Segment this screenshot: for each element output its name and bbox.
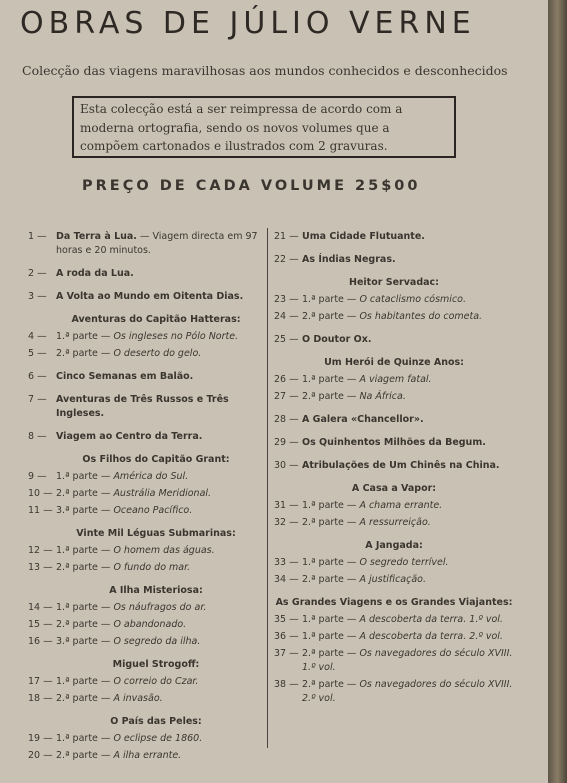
part-label: 1.ª parte — bbox=[56, 676, 114, 687]
series-heading: A Casa a Vapor: bbox=[351, 483, 437, 494]
list-item bbox=[274, 436, 514, 450]
book-title: Da Terra à Lua. bbox=[56, 231, 137, 242]
part-label: 2.ª parte — bbox=[56, 488, 114, 499]
volume-number: 9 — bbox=[28, 471, 47, 482]
volume-number: 26 — bbox=[274, 374, 299, 385]
part-title: A ressurreição. bbox=[359, 517, 431, 528]
book-title: Uma Cidade Flutuante. bbox=[302, 231, 425, 242]
list-item bbox=[28, 370, 264, 384]
volume-number: 38 — bbox=[274, 679, 299, 690]
list-item bbox=[28, 430, 264, 444]
part-title: Na África. bbox=[359, 391, 406, 402]
list-item bbox=[28, 504, 264, 518]
list-item bbox=[28, 470, 264, 484]
book-title: Aventuras de Três Russos e Três Ingleses. bbox=[56, 394, 229, 419]
list-item bbox=[28, 230, 264, 258]
volume-number: 3 — bbox=[28, 291, 47, 302]
volume-number: 21 — bbox=[274, 231, 299, 242]
book-description: — Viagem directa em 97 horas e 20 minutos. bbox=[56, 231, 258, 256]
series-heading: A Jangada: bbox=[365, 540, 423, 551]
series-heading: Heitor Servadac: bbox=[349, 277, 439, 288]
part-label: 1.ª parte — bbox=[56, 602, 114, 613]
part-label: 1.ª parte — bbox=[302, 614, 360, 625]
part-label: 2.ª parte — bbox=[302, 311, 360, 322]
part-label: 2.ª parte — bbox=[56, 562, 114, 573]
part-label: 1.ª parte — bbox=[56, 545, 114, 556]
volume-number: 1 — bbox=[28, 231, 47, 242]
list-item bbox=[28, 487, 264, 501]
volume-number: 18 — bbox=[28, 693, 53, 704]
part-label: 2.ª parte — bbox=[302, 679, 360, 690]
volume-number: 6 — bbox=[28, 371, 47, 382]
part-title: O deserto do gelo. bbox=[113, 348, 202, 359]
volume-number: 16 — bbox=[28, 636, 53, 647]
series-heading: A Ilha Misteriosa: bbox=[109, 585, 203, 596]
volume-number: 36 — bbox=[274, 631, 299, 642]
part-title: Os habitantes do cometa. bbox=[359, 311, 483, 322]
part-label: 2.ª parte — bbox=[302, 648, 360, 659]
part-label: 2.ª parte — bbox=[56, 348, 114, 359]
volume-number: 34 — bbox=[274, 574, 299, 585]
volume-number: 17 — bbox=[28, 676, 53, 687]
list-item bbox=[274, 556, 514, 570]
list-item bbox=[28, 561, 264, 575]
right-column bbox=[274, 230, 514, 715]
volume-number: 14 — bbox=[28, 602, 53, 613]
part-title: A invasão. bbox=[113, 693, 163, 704]
part-label: 3.ª parte — bbox=[56, 636, 114, 647]
book-title: Os Quinhentos Milhões da Begum. bbox=[302, 437, 486, 448]
list-item bbox=[28, 732, 264, 746]
volume-number: 8 — bbox=[28, 431, 47, 442]
part-title: Os navegadores do século XVIII. 2.º vol. bbox=[302, 679, 513, 704]
book-title: A Volta ao Mundo em Oitenta Dias. bbox=[56, 291, 244, 302]
volume-number: 13 — bbox=[28, 562, 53, 573]
part-title: O abandonado. bbox=[113, 619, 187, 630]
list-item bbox=[274, 516, 514, 530]
page-title: OBRAS DE JÚLIO VERNE bbox=[20, 6, 476, 41]
book-title: Cinco Semanas em Balão. bbox=[56, 371, 194, 382]
book-spine-edge bbox=[548, 0, 567, 783]
book-title: As Índias Negras. bbox=[302, 254, 396, 265]
list-item bbox=[274, 373, 514, 387]
left-column bbox=[28, 230, 264, 772]
list-item bbox=[274, 613, 514, 627]
list-item bbox=[28, 601, 264, 615]
volume-number: 28 — bbox=[274, 414, 299, 425]
volume-number: 24 — bbox=[274, 311, 299, 322]
part-title: A justificação. bbox=[359, 574, 426, 585]
list-item bbox=[28, 267, 264, 281]
volume-number: 19 — bbox=[28, 733, 53, 744]
list-item bbox=[274, 630, 514, 644]
volume-number: 4 — bbox=[28, 331, 47, 342]
part-label: 1.ª parte — bbox=[302, 374, 360, 385]
book-title: A Galera «Chancellor». bbox=[302, 414, 424, 425]
series-heading: As Grandes Viagens e os Grandes Viajantes: bbox=[275, 597, 513, 608]
part-label: 1.ª parte — bbox=[302, 294, 360, 305]
part-title: América do Sul. bbox=[113, 471, 189, 482]
part-title: O cataclismo cósmico. bbox=[359, 294, 466, 305]
part-title: O segredo da ilha. bbox=[113, 636, 201, 647]
list-item bbox=[28, 290, 264, 304]
series-heading: Vinte Mil Léguas Submarinas: bbox=[76, 528, 236, 539]
volume-number: 23 — bbox=[274, 294, 299, 305]
list-item bbox=[274, 413, 514, 427]
part-title: A descoberta da terra. 2.º vol. bbox=[359, 631, 503, 642]
part-label: 1.ª parte — bbox=[302, 631, 360, 642]
part-label: 2.ª parte — bbox=[302, 517, 360, 528]
list-item bbox=[274, 573, 514, 587]
list-item bbox=[28, 675, 264, 689]
part-title: Oceano Pacífico. bbox=[113, 505, 193, 516]
list-item bbox=[28, 393, 264, 421]
part-title: Os navegadores do século XVIII. 1.º vol. bbox=[302, 648, 513, 673]
book-title: Viagem ao Centro da Terra. bbox=[56, 431, 203, 442]
volume-number: 7 — bbox=[28, 394, 47, 405]
part-label: 1.ª parte — bbox=[56, 471, 114, 482]
part-label: 1.ª parte — bbox=[56, 331, 114, 342]
list-item bbox=[274, 459, 514, 473]
part-label: 1.ª parte — bbox=[302, 557, 360, 568]
volume-number: 33 — bbox=[274, 557, 299, 568]
volume-number: 2 — bbox=[28, 268, 47, 279]
list-item bbox=[28, 347, 264, 361]
list-item bbox=[274, 310, 514, 324]
series-heading: O País das Peles: bbox=[110, 716, 202, 727]
list-item bbox=[274, 678, 514, 706]
volume-number: 37 — bbox=[274, 648, 299, 659]
volume-number: 27 — bbox=[274, 391, 299, 402]
part-title: O eclipse de 1860. bbox=[113, 733, 203, 744]
list-item bbox=[274, 333, 514, 347]
list-item bbox=[28, 618, 264, 632]
part-label: 2.ª parte — bbox=[302, 574, 360, 585]
list-item bbox=[28, 544, 264, 558]
list-item bbox=[28, 330, 264, 344]
part-title: Os náufragos do ar. bbox=[113, 602, 207, 613]
volume-number: 11 — bbox=[28, 505, 53, 516]
volume-number: 29 — bbox=[274, 437, 299, 448]
volume-number: 35 — bbox=[274, 614, 299, 625]
volume-number: 20 — bbox=[28, 750, 53, 761]
volume-number: 22 — bbox=[274, 254, 299, 265]
part-title: O homem das águas. bbox=[113, 545, 215, 556]
volume-number: 32 — bbox=[274, 517, 299, 528]
list-item bbox=[274, 293, 514, 307]
reprint-notice: Esta colecção está a ser reimpressa de acordo com a moderna ortografia, sendo os novos volumes que a compõem cartonados e ilustrados com 2 gravuras. bbox=[72, 96, 456, 158]
volume-number: 15 — bbox=[28, 619, 53, 630]
list-item bbox=[274, 499, 514, 513]
book-title: O Doutor Ox. bbox=[302, 334, 372, 345]
book-title: Atribulações de Um Chinês na China. bbox=[302, 460, 500, 471]
list-item bbox=[274, 253, 514, 267]
list-item bbox=[274, 230, 514, 244]
list-item bbox=[28, 635, 264, 649]
series-heading: Aventuras do Capitão Hatteras: bbox=[71, 314, 241, 325]
part-title: O segredo terrível. bbox=[359, 557, 449, 568]
part-label: 1.ª parte — bbox=[56, 733, 114, 744]
part-label: 2.ª parte — bbox=[56, 619, 114, 630]
column-divider bbox=[267, 228, 268, 748]
part-title: Austrália Meridional. bbox=[113, 488, 212, 499]
part-label: 2.ª parte — bbox=[56, 750, 114, 761]
part-label: 2.ª parte — bbox=[56, 693, 114, 704]
volume-number: 10 — bbox=[28, 488, 53, 499]
part-title: O correio do Czar. bbox=[113, 676, 199, 687]
series-heading: Os Filhos do Capitão Grant: bbox=[82, 454, 230, 465]
part-label: 3.ª parte — bbox=[56, 505, 114, 516]
part-label: 2.ª parte — bbox=[302, 391, 360, 402]
part-title: A ilha errante. bbox=[113, 750, 182, 761]
series-heading: Um Herói de Quinze Anos: bbox=[324, 357, 464, 368]
series-heading: Miguel Strogoff: bbox=[112, 659, 200, 670]
part-title: A viagem fatal. bbox=[359, 374, 432, 385]
collection-subtitle: Colecção das viagens maravilhosas aos mundos conhecidos e desconhecidos bbox=[22, 63, 508, 78]
volume-number: 30 — bbox=[274, 460, 299, 471]
part-label: 1.ª parte — bbox=[302, 500, 360, 511]
volume-number: 5 — bbox=[28, 348, 47, 359]
volume-number: 25 — bbox=[274, 334, 299, 345]
part-title: O fundo do mar. bbox=[113, 562, 191, 573]
list-item bbox=[274, 647, 514, 675]
part-title: A chama errante. bbox=[359, 500, 443, 511]
volume-number: 31 — bbox=[274, 500, 299, 511]
list-item bbox=[28, 749, 264, 763]
book-title: A roda da Lua. bbox=[56, 268, 134, 279]
volume-number: 12 — bbox=[28, 545, 53, 556]
part-title: A descoberta da terra. 1.º vol. bbox=[359, 614, 503, 625]
part-title: Os ingleses no Pólo Norte. bbox=[113, 331, 239, 342]
list-item bbox=[274, 390, 514, 404]
list-item bbox=[28, 692, 264, 706]
volume-price: PREÇO DE CADA VOLUME 25$00 bbox=[82, 178, 421, 194]
